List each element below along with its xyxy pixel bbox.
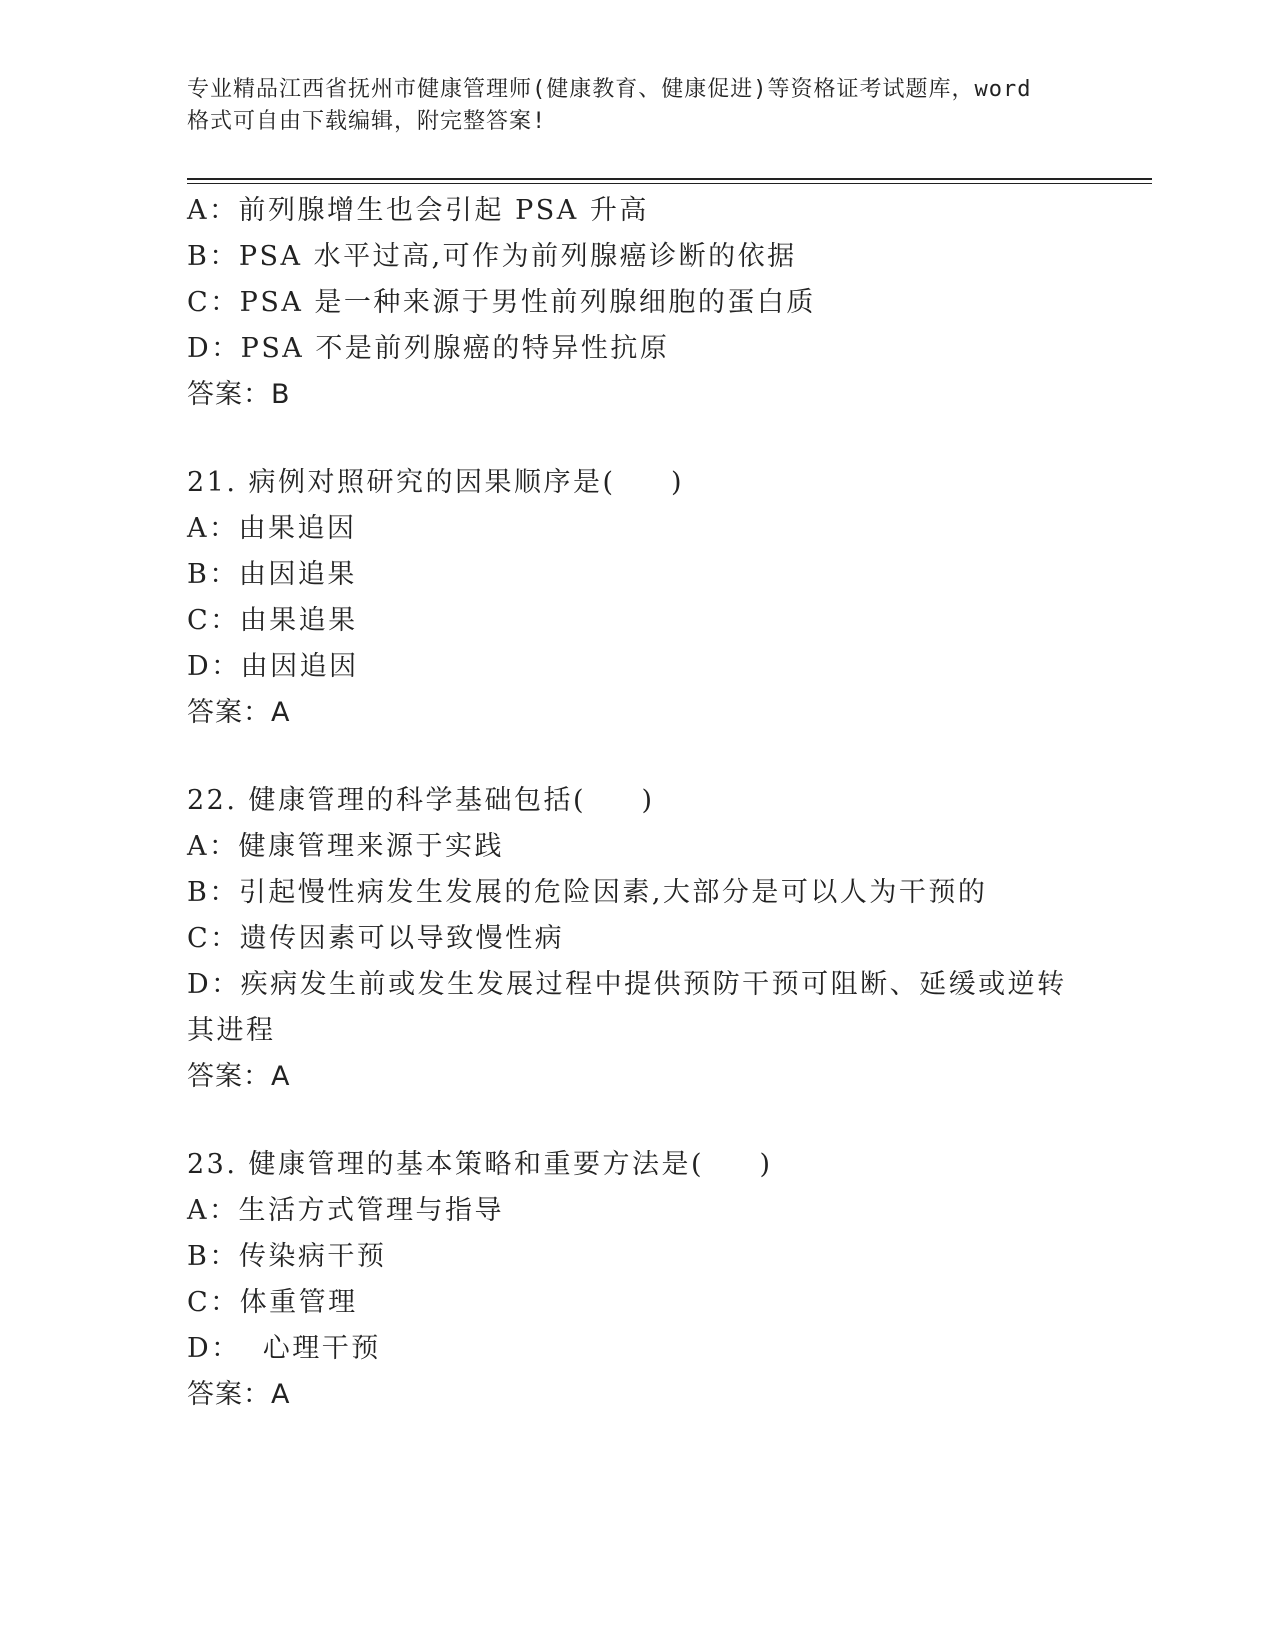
option-c: C：由果追果 <box>187 605 358 636</box>
question-stem: 22. 健康管理的科学基础包括( ) <box>187 785 655 816</box>
header-line-2: 格式可自由下载编辑，附完整答案! <box>187 109 547 134</box>
option-b: B：引起慢性病发生发展的危险因素,大部分是可以人为干预的 <box>187 877 988 908</box>
option-b: B：PSA 水平过高,可作为前列腺癌诊断的依据 <box>187 241 797 272</box>
spacer <box>187 1100 1087 1142</box>
answer-line: 答案：A <box>187 1061 291 1092</box>
answer-line: 答案：B <box>187 379 291 410</box>
option-c: C：体重管理 <box>187 1287 358 1318</box>
option-a: A：生活方式管理与指导 <box>187 1195 504 1226</box>
option-c: C：遗传因素可以导致慢性病 <box>187 923 565 954</box>
option-a: A：健康管理来源于实践 <box>187 831 504 862</box>
question-stem: 21. 病例对照研究的因果顺序是( ) <box>187 467 685 498</box>
question-block-23 <box>187 1142 1087 1418</box>
header-divider-thick <box>187 178 1152 180</box>
question-block-22 <box>187 778 1087 1100</box>
option-a: A：前列腺增生也会引起 PSA 升高 <box>187 195 649 226</box>
header-divider-thin <box>187 183 1152 184</box>
option-b: B：传染病干预 <box>187 1241 387 1272</box>
option-a: A：由果追因 <box>187 513 357 544</box>
question-stem: 23. 健康管理的基本策略和重要方法是( ) <box>187 1149 773 1180</box>
question-block-21 <box>187 460 1087 736</box>
document-header <box>187 74 1087 138</box>
option-c: C：PSA 是一种来源于男性前列腺细胞的蛋白质 <box>187 287 816 318</box>
answer-line: 答案：A <box>187 1379 291 1410</box>
option-d: D： 心理干预 <box>187 1333 381 1364</box>
answer-line: 答案：A <box>187 697 291 728</box>
option-d: D：PSA 不是前列腺癌的特异性抗原 <box>187 333 670 364</box>
option-b: B：由因追果 <box>187 559 357 590</box>
option-d: D：由因追因 <box>187 651 359 682</box>
spacer <box>187 418 1087 460</box>
header-line-1: 专业精品江西省抚州市健康管理师(健康教育、健康促进)等资格证考试题库，word <box>187 77 1032 102</box>
spacer <box>187 736 1087 778</box>
question-block-20 <box>187 188 1087 418</box>
option-d: D：疾病发生前或发生发展过程中提供预防干预可阻断、延缓或逆转其进程 <box>187 969 1067 1046</box>
question-content <box>187 188 1087 1418</box>
